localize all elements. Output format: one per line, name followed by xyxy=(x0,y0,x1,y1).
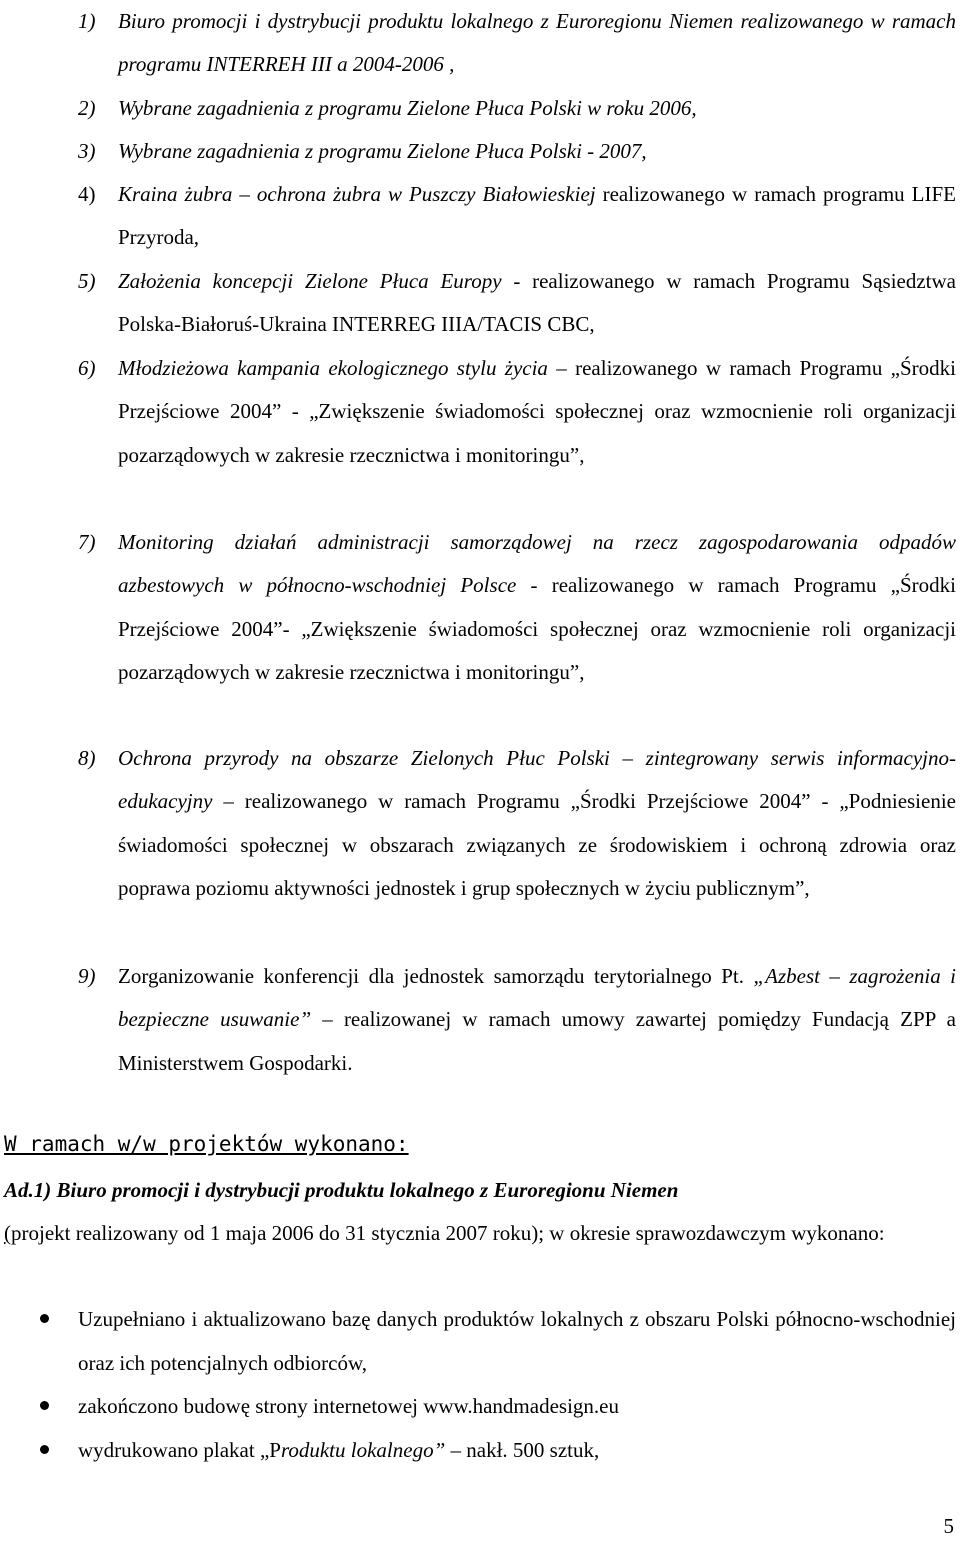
item-number: 1) xyxy=(78,9,96,33)
item-number: 5) xyxy=(78,269,96,293)
item-text: - realizowanego w ramach Programu „Środki Przejściowe 2004”- „Zwiększenie świadomości społecznej oraz wzmocnienie roli organizacji pozarządowych w zakresie rzecznictwa i monitoringu”, xyxy=(118,573,956,684)
list-item xyxy=(78,737,956,955)
ad1-title: Ad.1) Biuro promocji i dystrybucji produktu lokalnego z Euroregionu Niemen xyxy=(4,1178,679,1202)
bullet-text: – nakł. 500 sztuk, xyxy=(445,1437,600,1462)
item-text: – realizowanego w ramach Programu „Środki Przejściowe 2004” - „Zwiększenie świadomości społecznej oraz wzmocnienie roli organizacji pozarządowych w zakresie rzecznictwa i monitoringu”, xyxy=(118,356,956,467)
list-item xyxy=(78,955,956,1085)
item-number: 4) xyxy=(78,182,96,206)
list-item xyxy=(78,130,956,173)
ad1-section xyxy=(4,1169,956,1256)
bullet-item xyxy=(0,1429,956,1473)
bullet-icon xyxy=(40,1314,49,1323)
bullet-text: wydrukowano plakat „P xyxy=(78,1437,281,1462)
ad1-paragraph xyxy=(4,1212,956,1256)
bullet-italic-text: roduktu lokalnego” xyxy=(280,1437,446,1462)
list-item xyxy=(78,521,956,737)
item-text: – realizowanej w ramach umowy zawartej pomiędzy Fundacją ZPP a Ministerstwem Gospodarki. xyxy=(118,1007,956,1075)
list-item xyxy=(78,87,956,130)
ad1-paren: ( xyxy=(4,1221,11,1245)
bullet-item xyxy=(0,1298,956,1385)
item-title: Monitoring działań administracji samorządowej na rzecz zagospodarowania odpadów azbestowych w północno-wschodniej Polsce xyxy=(118,530,956,598)
item-text: Zorganizowanie konferencji dla jednostek samorządu terytorialnego Pt. xyxy=(118,964,754,988)
list-item xyxy=(78,260,956,347)
projects-numbered-list xyxy=(78,0,956,1085)
bullet-text: Uzupełniano i aktualizowano bazę danych produktów lokalnych z obszaru Polski północno-wschodniej oraz ich potencjalnych odbiorców, xyxy=(78,1307,956,1375)
bullet-list xyxy=(0,1298,956,1472)
list-item xyxy=(78,347,956,521)
item-title: Ochrona przyrody na obszarze Zielonych Płuc Polski – zintegrowany serwis informacyjno-edukacyjny xyxy=(118,746,956,814)
list-item xyxy=(78,0,956,87)
bullet-text: zakończono budowę strony internetowej www.handmadesign.eu xyxy=(78,1394,619,1418)
item-number: 7) xyxy=(78,530,96,554)
list-item xyxy=(78,173,956,260)
bullet-item xyxy=(0,1385,956,1429)
page-number: 5 xyxy=(943,1514,954,1538)
section-heading: W ramach w/w projektów wykonano: xyxy=(4,1132,409,1156)
item-title: „Azbest – zagrożenia i bezpieczne usuwanie” xyxy=(118,964,957,1032)
item-title: Biuro promocji i dystrybucji produktu lokalnego z Euroregionu Niemen xyxy=(118,9,734,33)
item-title: Młodzieżowa kampania ekologicznego stylu życia xyxy=(118,356,548,380)
item-title: Wybrane zagadnienia z programu Zielone Płuca Polski - 2007, xyxy=(118,139,647,163)
bullet-icon xyxy=(40,1401,49,1410)
item-text: - realizowanego w ramach Programu Sąsiedztwa Polska-Białoruś-Ukraina INTERREG IIIA/TACIS CBC, xyxy=(118,269,956,337)
item-text: – realizowanego w ramach Programu „Środki Przejściowe 2004” - „Podniesienie świadomości społecznej w obszarach związanych ze środowiskiem i ochroną zdrowia oraz poprawa poziomu aktywności jednostek i grup społecznych w życiu publicznym”, xyxy=(118,789,956,900)
item-number: 3) xyxy=(78,139,96,163)
item-text: realizowanego w ramach programu INTERREH III a 2004-2006 , xyxy=(118,9,956,77)
item-number: 2) xyxy=(78,96,96,120)
item-text: realizowanego w ramach programu LIFE Przyroda, xyxy=(118,182,956,250)
item-title: Założenia koncepcji Zielone Płuca Europy xyxy=(118,269,502,293)
item-number: 9) xyxy=(78,964,96,988)
item-number: 8) xyxy=(78,746,96,770)
item-number: 6) xyxy=(78,356,96,380)
item-title: Wybrane zagadnienia z programu Zielone Płuca Polski w roku 2006, xyxy=(118,96,697,120)
item-title: Kraina żubra – ochrona żubra w Puszczy Białowieskiej xyxy=(118,182,596,206)
ad1-text: projekt realizowany od 1 maja 2006 do 31 stycznia 2007 roku); w okresie sprawozdawczym wykonano: xyxy=(11,1221,885,1245)
bullet-icon xyxy=(40,1445,49,1454)
